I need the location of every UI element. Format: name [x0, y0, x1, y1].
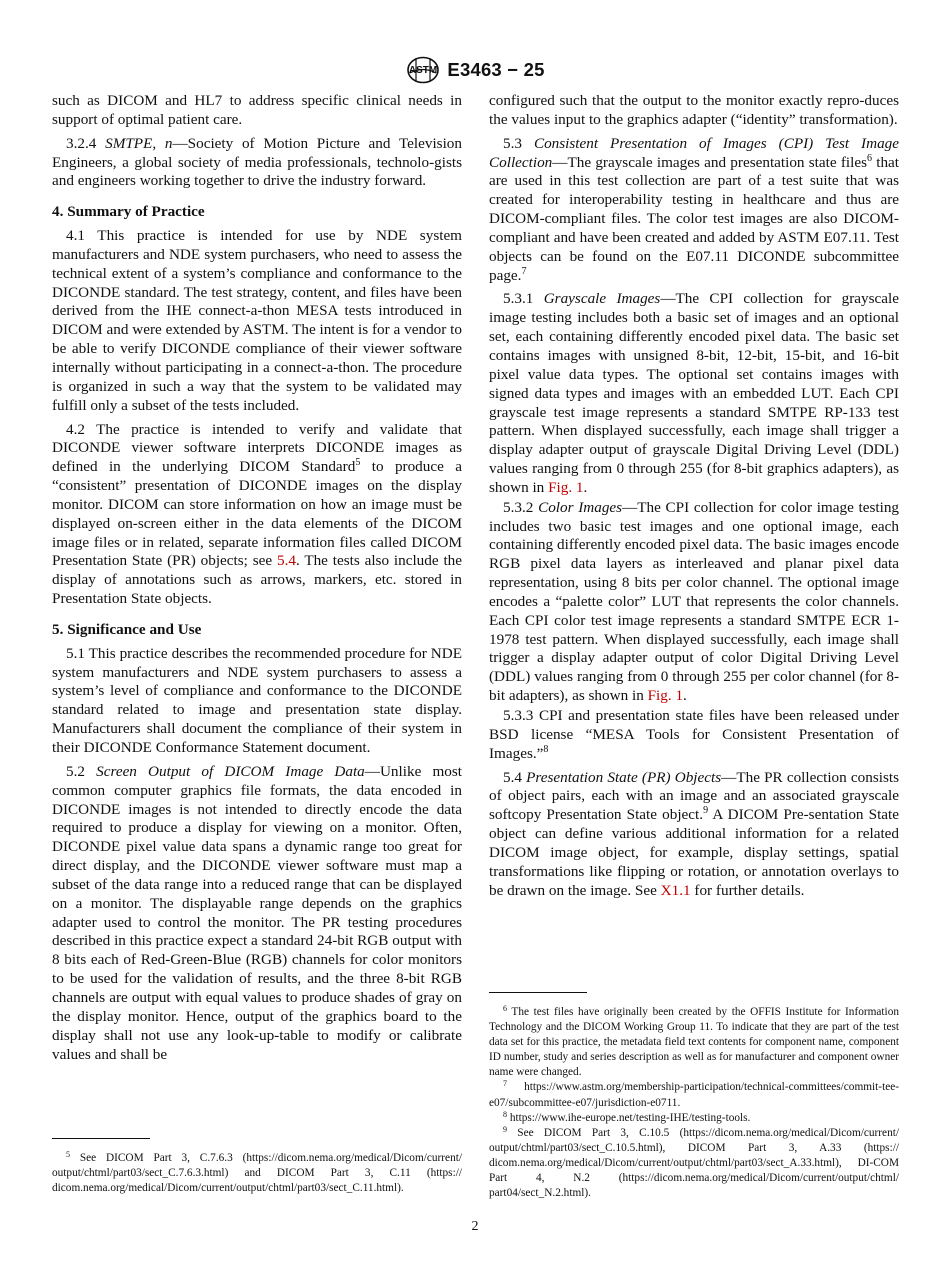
paragraph-continued: such as DICOM and HL7 to address specific clinical needs in support of optimal patient care.	[52, 92, 462, 128]
paragraph-5-1: 5.1 This practice describes the recommended procedure for NDE system manufacturers and NDE system purchasers to assess a system’s level of compliance and conformance to the DICONDE standard related to image and presentation state display. Manufacturers shall document the compliance of their system in their DICONDE Conformance Statement document.	[52, 644, 462, 756]
left-column	[52, 92, 462, 1069]
paragraph-4-2	[52, 421, 462, 609]
footnote-number: 6	[503, 1004, 507, 1013]
figure-link[interactable]: Fig. 1	[647, 687, 684, 705]
text: —The CPI collection for grayscale image testing includes both a basic set of images and an optional set, each containing differently encoded pixel data. The basic set contains images with unsigned 8-bit, 12-bit, 15-bit, and 16-bit pixel value data types. The optional set contains images with signed data types and images with an embedded LUT. Each CPI grayscale test image represents a standard SMTPE RP-133 test pattern. When displayed successfully, each image shall trigger a display adapter output of grayscale Digital Driving Level (DDL) values ranging from 0 through 255 (for 8-bit graphics adapters), as shown in	[489, 290, 899, 496]
text: .	[583, 478, 588, 496]
paragraph-3-2-4	[52, 135, 462, 192]
section-number: 5.3	[503, 134, 522, 152]
paragraph-5-2	[52, 763, 462, 1065]
footnote-text: See DICOM Part 3, C.10.5 (https://dicom.nema.org/medical/Dicom/current/ output/chtml/part03/sect_C.10.5.html), DICOM Part 3, A.33 (https:// dicom.nema.org/medical/Dicom/current/output/chtml/part03/sect_A.33.html), DI-COM Part 4, N.2 (https://dicom.nema.org/medical/Dicom/current/output/chtml/ part04/sect_N.2.html).	[489, 1126, 899, 1200]
right-column	[489, 92, 899, 905]
footnote	[489, 1111, 899, 1126]
paragraph-title: Consistent Presentation of Images (CPI) Test Image Collection	[489, 134, 899, 171]
document-id: E3463 − 25	[447, 59, 545, 80]
footnote-number: 5	[66, 1150, 70, 1159]
section-link[interactable]: 5.4	[276, 552, 296, 570]
paragraph-5-3-1	[489, 290, 899, 497]
definition-text: —Society of Motion Picture and Television Engineers, a global society of media professionals, technolo-gists and engineers working together to drive the industry forward.	[52, 134, 462, 190]
text: 4.2 The practice is intended to verify and validate that DICONDE viewer software interprets DICONDE images as defined in the underlying DICOM Standard	[52, 420, 462, 476]
appendix-link[interactable]: X1.1	[660, 881, 691, 899]
text: A DICOM Pre-sentation State object can define various additional information for a related DICOM image object, for example, display settings, spatial transformations like flipping or rotation, or annotation overlays to be drawn on the image. See	[489, 806, 900, 899]
svg-text:ASTM: ASTM	[409, 65, 438, 76]
text: . The tests also include the display of annotations such as arrows, markers, etc. stored in Presentation State objects.	[52, 552, 462, 608]
figure-link[interactable]: Fig. 1	[548, 478, 584, 496]
term: SMTPE, n	[105, 134, 173, 152]
footnote-ref[interactable]: 6	[866, 152, 872, 164]
footnote	[489, 1126, 899, 1201]
footnote-text: https://www.astm.org/membership-participation/technical-committees/commit-tee-e07/subcommittee-e07/jurisdiction-e0711.	[489, 1081, 899, 1109]
paragraph-5-3-2	[489, 499, 899, 706]
text: for further details.	[690, 881, 805, 899]
footnote-divider	[489, 992, 587, 993]
section-number: 5.4	[503, 768, 522, 786]
footnote-ref[interactable]: 7	[521, 265, 527, 277]
footnotes-right	[489, 992, 899, 1201]
footnote-ref[interactable]: 5	[355, 457, 361, 469]
footnotes-left	[52, 1138, 462, 1196]
paragraph-title: Screen Output of DICOM Image Data	[96, 762, 365, 780]
footnote-text: https://www.ihe-europe.net/testing-IHE/testing-tools.	[507, 1111, 751, 1124]
paragraph-5-4	[489, 769, 899, 901]
paragraph-5-3	[489, 135, 899, 286]
paragraph-title: Color Images	[538, 498, 623, 516]
footnote	[489, 1005, 899, 1080]
footnote-text: The test files have originally been created by the OFFIS Institute for Information Technology and the DICOM Working Group 11. To indicate that they are part of the test data set for this practice, the metadata field text contents for component name, component ID number, study and series description as well as for manufacturer and component owner name were changed.	[489, 1006, 899, 1079]
section-number: 5.2	[66, 762, 85, 780]
paragraph-4-1: 4.1 This practice is intended for use by NDE system manufacturers and NDE system purchasers, who need to assess the technical extent of a system’s compliance and conformance to the DICONDE standard. The test strategy, content, and files have been derived from the IHE connect-a-thon MESA tests introduced in DICOM and were extended by ASTM. The intent is for a vendor to be able to verify DICONDE compliance of their viewer software internally without participating in a connect-a-thon. The procedure is organized in such a way that the system to be validated may fulfill only a subset of the tests included.	[52, 227, 462, 414]
text: —The CPI collection for color image testing includes two basic test images and one optional image, each containing differently encoded pixel data. The basic images encode RGB pixel data layers as interleaved and planar pixel data representation, using 8 bits per color channel. The optional image encodes a “palette color” LUT that represents the color channels. Each CPI color test image represents a standard SMTPE ECR 1-1978 test pattern. When displayed successfully, each image shall trigger a display adapter output of color Digital Driving Level (DDL) values ranging from 0 through 255 per color channel (for 8-bit adapters), as shown in	[489, 498, 900, 705]
page-header	[0, 56, 950, 84]
paragraph-5-3-3	[489, 707, 899, 764]
section-number: 5.3.1	[503, 290, 534, 308]
text: —Unlike most common computer graphics file formats, the data encoded in DICONDE images is not intended to directly encode the data required to produce a display for viewing on a monitor. Often, DICONDE pixel value data spans a dynamic range too great for direct display, and the DICONDE viewer software must map a subset of the data range into a reduced range that can be displayed on a monitor. The displayable range depends on the graphics adapter used to control the monitor. The PR testing procedures described in this practice expect a standard 24-bit RGB output with 8 bits each of Red-Green-Blue (RGB) channels for color monitors to be used for the validation of results, and the three 8-bit RGB channels are output with equal values to produce shades of gray on the display monitor. Hence, output of the graphics board to the display shall not use any look-up-table to modify or calibrate values and shall be	[52, 762, 462, 1063]
text: to produce a “consistent” presentation of DICONDE images on the display monitor. DICOM can store information on how an image must be displayed on-screen either in the data elements of the DICOM image files or in related, separate information files called DICOM Presentation State (PR) objects; see	[52, 458, 462, 570]
text: —The grayscale images and presentation state files	[552, 153, 867, 171]
text: that are used in this test collection are part of a test suite that was created for interoperability testing in healthcare and thus are DICOM-compliant files. The color test images are also DICOM-compliant and have been created and added by ASTM E07.11. Test objects can be found on the E07.11 DICONDE subcommittee page.	[489, 153, 899, 284]
footnote	[52, 1151, 462, 1196]
paragraph-continued: configured such that the output to the monitor exactly repro-duces the values input to the graphics adapter (“identity” transformation).	[489, 92, 899, 128]
section-heading-5: 5. Significance and Use	[52, 620, 202, 638]
footnote-text: See DICOM Part 3, C.7.6.3 (https://dicom.nema.org/medical/Dicom/current/ output/chtml/part03/sect_C.7.6.3.html) and DICOM Part 3, C.11 (https:// dicom.nema.org/medical/Dicom/current/output/chtml/part03/sect_C.11.html).	[52, 1152, 462, 1195]
section-number: 5.3.2	[503, 498, 534, 516]
astm-logo-icon	[405, 56, 441, 84]
footnote-number: 9	[503, 1124, 507, 1134]
page-number: 2	[471, 1219, 479, 1234]
footnote	[489, 1080, 899, 1110]
text: —The PR collection consists of object pairs, each with an image and an associated grayscale softcopy Presentation State object.	[489, 768, 899, 824]
paragraph-title: Grayscale Images	[543, 290, 661, 308]
section-number: 3.2.4	[66, 134, 97, 152]
text: 5.3.3 CPI and presentation state files have been released under BSD license “MESA Tools for Consistent Presentation of Images.”	[489, 707, 899, 762]
footnote-ref[interactable]: 9	[703, 805, 709, 817]
footnote-number: 8	[503, 1109, 507, 1119]
footnote-divider	[52, 1138, 150, 1139]
text: .	[683, 687, 687, 705]
paragraph-title: Presentation State (PR) Objects	[526, 768, 722, 786]
footnote-number: 7	[503, 1079, 507, 1089]
section-heading-4: 4. Summary of Practice	[52, 203, 205, 221]
footnote-ref[interactable]: 8	[543, 743, 549, 755]
